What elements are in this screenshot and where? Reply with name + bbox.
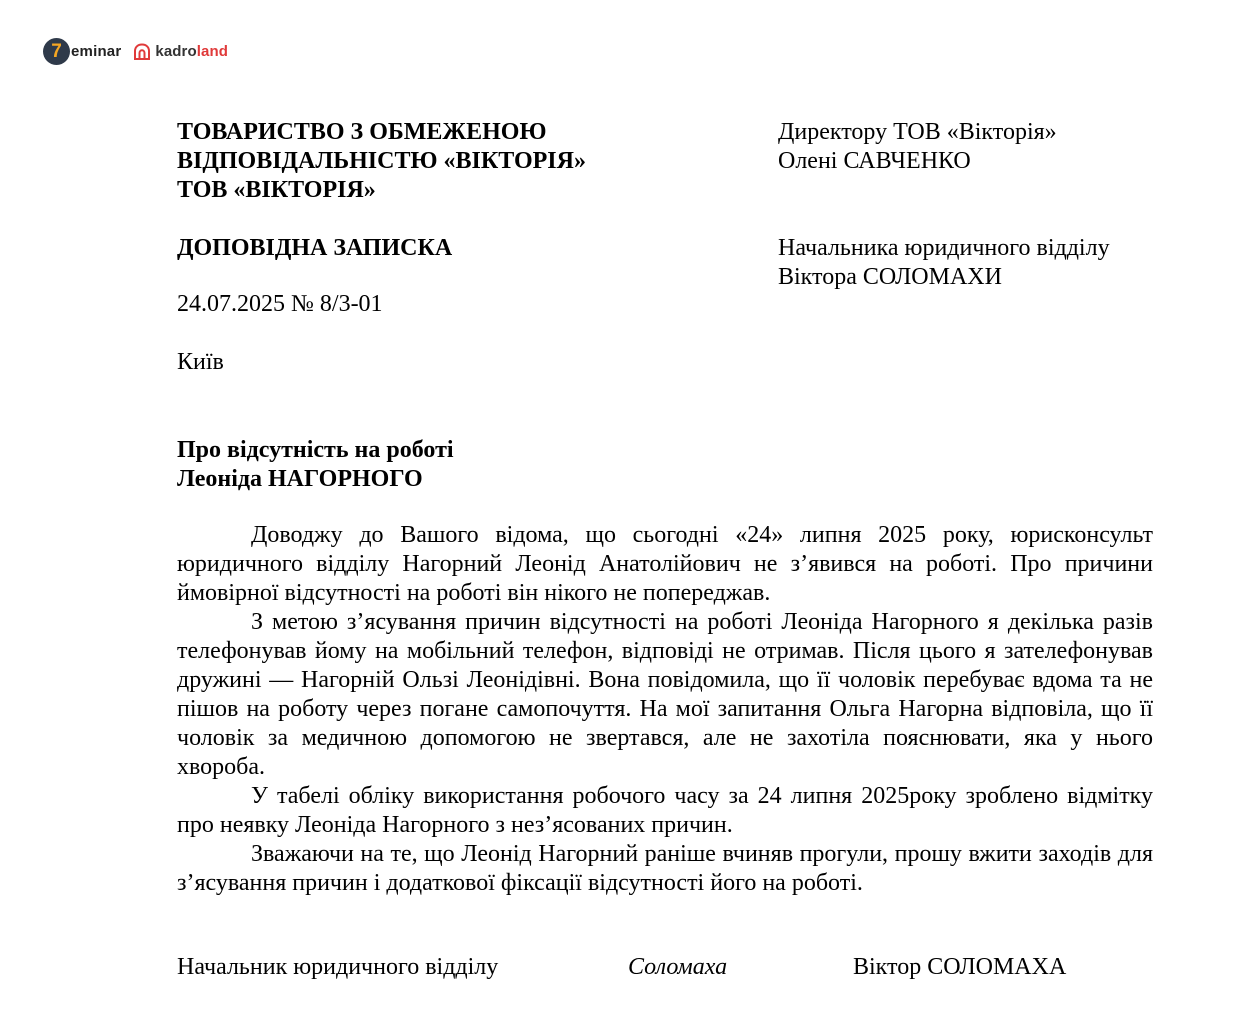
handwritten-signature: Соломаха — [628, 954, 728, 980]
document-date-number: 24.07.2025 № 8/3-01 — [177, 291, 383, 317]
sender-line-1: Начальника юридичного відділу — [778, 235, 1110, 261]
sender-block — [778, 234, 1110, 292]
sender-line-2: Віктора СОЛОМАХИ — [778, 264, 1002, 290]
signer-position: Начальник юридичного відділу — [177, 954, 499, 980]
organization-line-1: ТОВАРИСТВО З ОБМЕЖЕНОЮ — [177, 119, 547, 145]
kadroland-logo-prefix: kadro — [155, 43, 197, 60]
document-city: Київ — [177, 349, 224, 375]
body-paragraph: Доводжу до Вашого відома, що сьогодні «24» липня 2025 року, юрисконсульт юридичного відділу Нагорний Леонід Анатолійович не з’явився на роботі. Про причини ймовірної відсутності на роботі він нікого не попереджав. — [177, 522, 1153, 606]
seminar-logo-badge: 7 — [43, 38, 70, 65]
organization-line-3: ТОВ «ВІКТОРІЯ» — [177, 177, 376, 203]
addressee-line-2: Олені САВЧЕНКО — [778, 148, 971, 174]
addressee-line-1: Директору ТОВ «Вікторія» — [778, 119, 1057, 145]
addressee-block — [778, 118, 1057, 176]
organization-name — [177, 118, 697, 205]
body-paragraph: З метою з’ясування причин відсутності на роботі Леоніда Нагорного я декілька разів телефонував йому на мобільний телефон, відповіді не отримав. Після цього я зателефонував дружині — Нагорній Ользі Леонідівні. Вона повідомила, що її чоловік перебуває вдома та не пішов на роботу через погане самопочуття. На мої запитання Ольга Нагорна відповіла, що її чоловік за медичною допомогою не звертався, але не захотіла пояснювати, яка у нього хвороба. — [177, 609, 1153, 780]
kadroland-logo-accent: land — [196, 43, 228, 60]
document-body — [177, 521, 1153, 898]
signer-name: Віктор СОЛОМАХА — [853, 954, 1067, 980]
organization-line-2: ВІДПОВІДАЛЬНІСТЮ «ВІКТОРІЯ» — [177, 148, 586, 174]
body-paragraph: Зважаючи на те, що Леонід Нагорний раніше вчиняв прогули, прошу вжити заходів для з’ясування причин і додаткової фіксації відсутності його на роботі. — [177, 841, 1153, 896]
seminar-logo-text: eminar — [71, 43, 122, 60]
subject-line-1: Про відсутність на роботі — [177, 437, 454, 463]
document-subject — [177, 436, 454, 494]
document-type: ДОПОВІДНА ЗАПИСКА — [177, 235, 453, 261]
kadroland-house-icon — [133, 43, 151, 61]
header-logos — [43, 38, 228, 65]
kadroland-logo-text — [155, 43, 228, 60]
subject-line-2: Леоніда НАГОРНОГО — [177, 466, 423, 492]
body-paragraph: У табелі обліку використання робочого часу за 24 липня 2025року зроблено відмітку про неявку Леоніда Нагорного з нез’ясованих причин. — [177, 783, 1153, 838]
